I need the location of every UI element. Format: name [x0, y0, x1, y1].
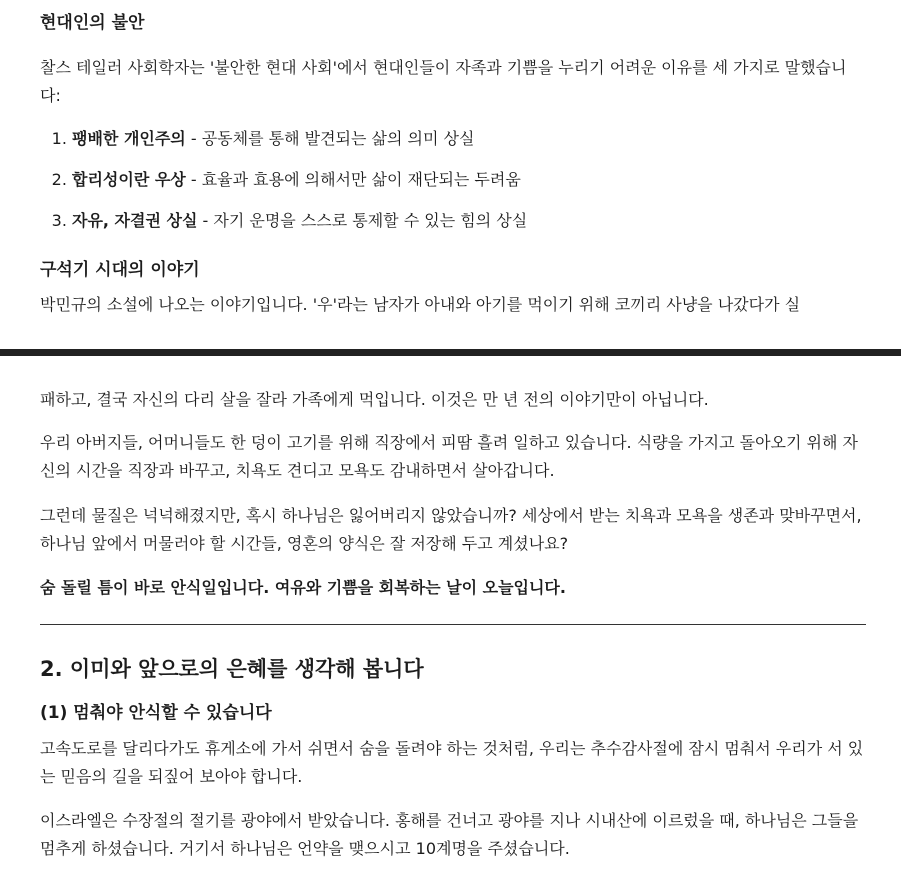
anxiety-reasons-list — [40, 125, 866, 235]
page-top — [40, 0, 866, 319]
heading-modern-anxiety: 현대인의 불안 — [40, 13, 145, 33]
page-break-divider — [0, 349, 901, 356]
stone-age-paragraph-end: 패하고, 결국 자신의 다리 살을 잘라 가족에게 먹입니다. 이것은 만 년 전의 이야기만이 아닙니다. — [40, 390, 709, 409]
list-item-term: 팽배한 개인주의 — [72, 129, 186, 148]
subheading-stop-to-rest: (1) 멈춰야 안식할 수 있습니다 — [40, 703, 272, 723]
sabbath-emphasis: 숨 돌릴 틈이 바로 안식일입니다. 여유와 기쁨을 회복하는 날이 오늘입니다. — [40, 578, 566, 597]
heading-section-two: 2. 이미와 앞으로의 은혜를 생각해 봅니다 — [40, 657, 424, 681]
list-item — [72, 207, 866, 235]
section-divider — [40, 624, 866, 625]
list-item — [72, 125, 866, 153]
stone-age-paragraph-parents: 우리 아버지들, 어머니들도 한 덩이 고기를 위해 직장에서 피땀 흘려 일하고 있습니다. 식량을 가지고 돌아오기 위해 자신의 시간을 직장과 바꾸고, 치욕도 견디고 모욕도 감내하면서 살아갑니다. — [40, 433, 858, 480]
anxiety-intro: 찰스 테일러 사회학자는 '불안한 현대 사회'에서 현대인들이 자족과 기쁨을 누리기 어려운 이유를 세 가지로 말했습니다: — [40, 58, 847, 105]
highway-rest-paragraph: 고속도로를 달리다가도 휴게소에 가서 쉬면서 숨을 돌려야 하는 것처럼, 우리는 추수감사절에 잠시 멈춰서 우리가 서 있는 믿음의 길을 되짚어 보아야 합니다. — [40, 739, 864, 786]
heading-stone-age: 구석기 시대의 이야기 — [40, 260, 200, 280]
list-item-term: 합리성이란 우상 — [72, 170, 186, 189]
page-bottom — [40, 356, 866, 863]
list-item-desc: - 자기 운명을 스스로 통제할 수 있는 힘의 상실 — [197, 211, 528, 230]
list-item-term: 자유, 자결권 상실 — [72, 211, 198, 230]
list-item-desc: - 공동체를 통해 발견되는 삶의 의미 상실 — [185, 129, 475, 148]
stone-age-paragraph-question: 그런데 물질은 넉넉해졌지만, 혹시 하나님은 잃어버리지 않았습니까? 세상에서 받는 치욕과 모욕을 생존과 맞바꾸면서, 하나님 앞에서 머물러야 할 시간들, 영혼의 양식은 잘 저장해 두고 계셨나요? — [40, 506, 862, 553]
list-item-desc: - 효율과 효용에 의해서만 삶이 재단되는 두려움 — [185, 170, 521, 189]
israel-wilderness-paragraph: 이스라엘은 수장절의 절기를 광야에서 받았습니다. 홍해를 건너고 광야를 지나 시내산에 이르렀을 때, 하나님은 그들을 멈추게 하셨습니다. 거기서 하나님은 언약을 맺으시고 10계명을 주셨습니다. — [40, 811, 859, 858]
stone-age-paragraph-start: 박민규의 소설에 나오는 이야기입니다. '우'라는 남자가 아내와 아기를 먹이기 위해 코끼리 사냥을 나갔다가 실 — [40, 295, 801, 314]
list-item — [72, 166, 866, 194]
